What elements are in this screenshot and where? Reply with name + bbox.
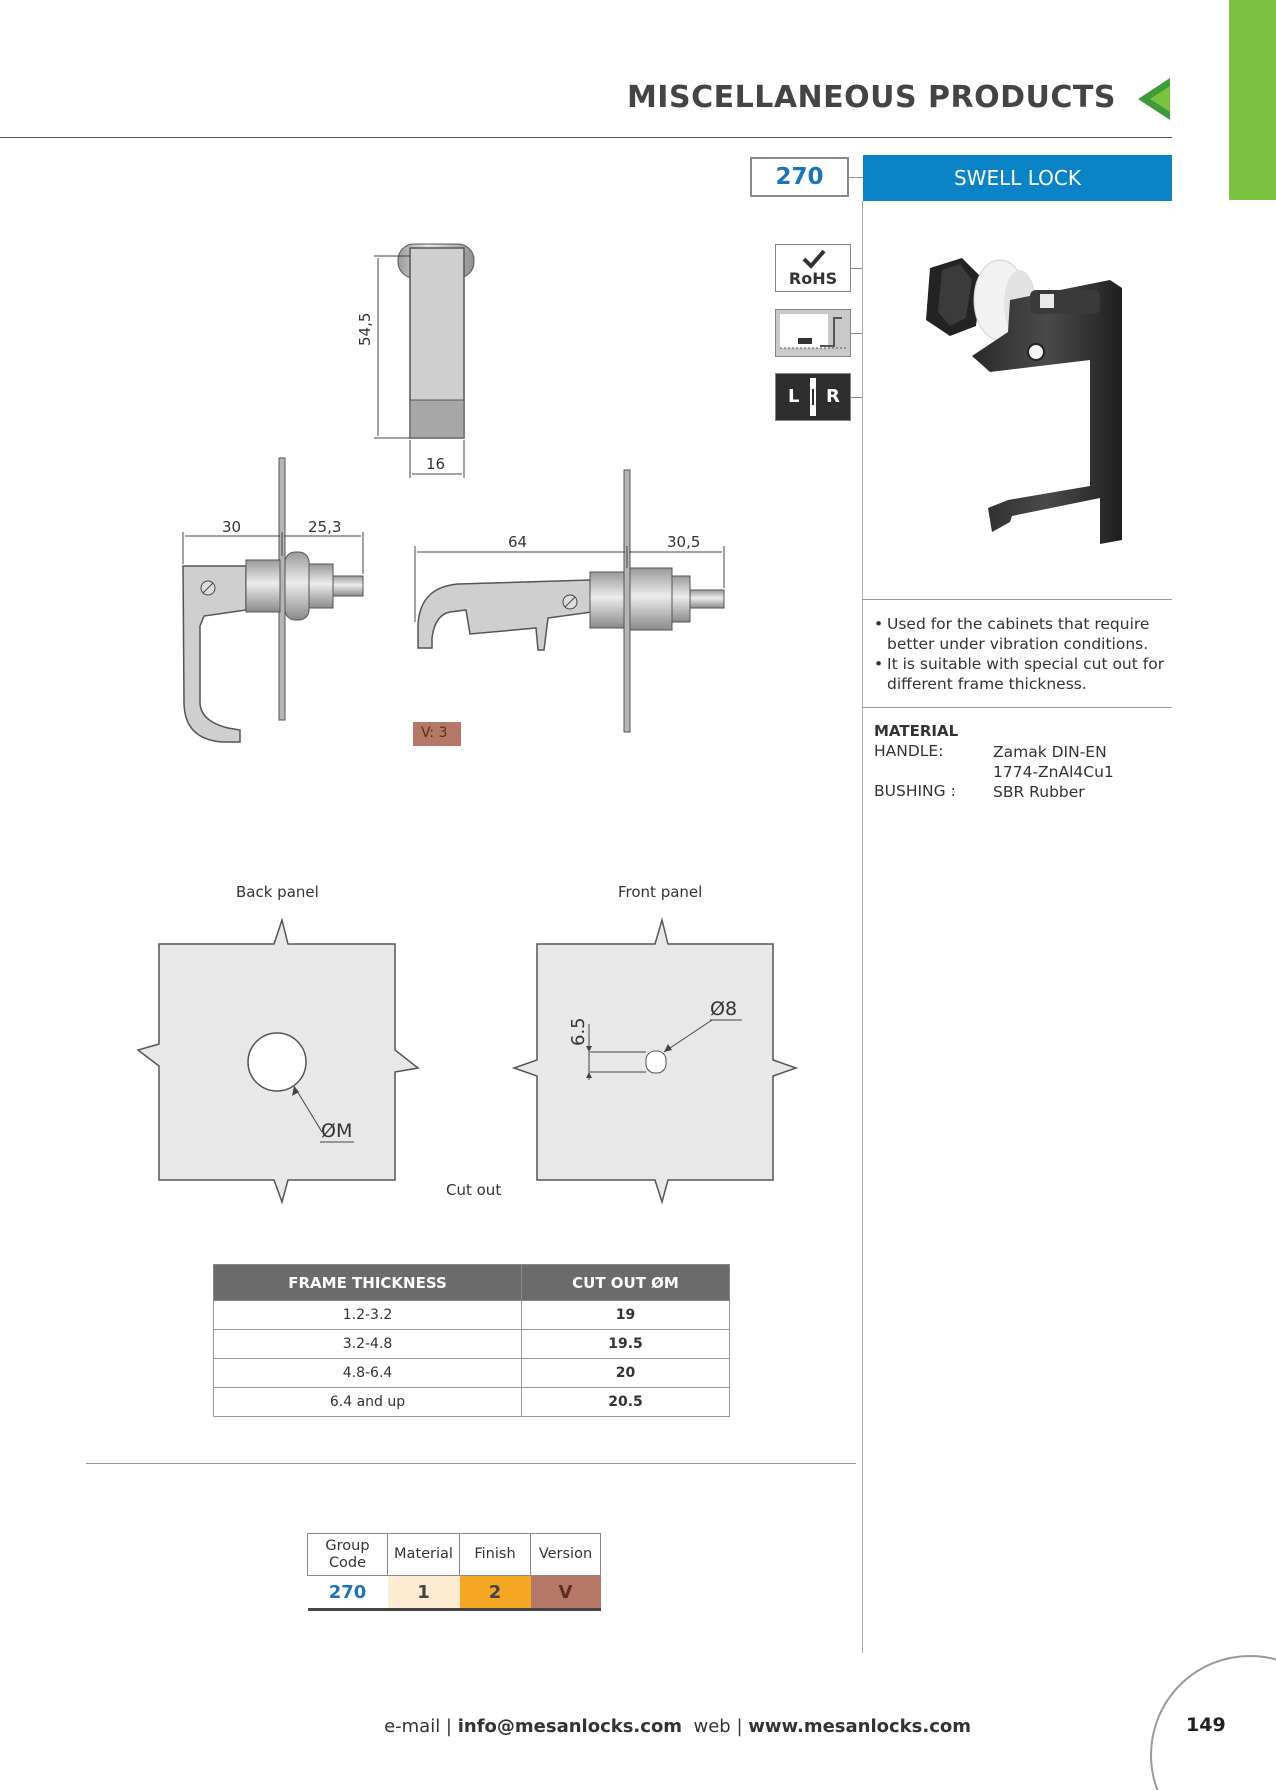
web-label: web | <box>693 1716 743 1737</box>
thickness-cell: 1.2-3.2 <box>214 1301 522 1330</box>
right-label: R <box>826 386 840 407</box>
table-row <box>214 1301 730 1330</box>
thickness-table <box>213 1264 730 1417</box>
dim-width: 16 <box>426 455 446 473</box>
material-label: BUSHING : <box>874 782 956 800</box>
separator <box>862 707 1172 708</box>
material-value-line: 1774-ZnAl4Cu1 <box>993 763 1114 781</box>
cutout-cell: 20.5 <box>522 1388 730 1417</box>
material-value <box>993 742 1114 782</box>
table-row <box>214 1388 730 1417</box>
back-panel-label: Back panel <box>236 883 319 901</box>
dia-8-label: Ø8 <box>710 998 738 1020</box>
feature-item: • Used for the cabinets that require better under vibration conditions. <box>874 614 1172 654</box>
thickness-cell: 4.8-6.4 <box>214 1359 522 1388</box>
finish-value: 2 <box>460 1576 531 1610</box>
separator <box>862 599 1172 600</box>
technical-drawing <box>0 0 860 1230</box>
section-arrow-icon <box>1136 76 1172 122</box>
version-header: Version <box>531 1534 601 1576</box>
material-header: Material <box>388 1534 460 1576</box>
cutout-cell: 19.5 <box>522 1330 730 1359</box>
dim-height: 54,5 <box>356 312 374 346</box>
order-code-table <box>307 1533 601 1611</box>
finish-header: Finish <box>460 1534 531 1576</box>
footer-contact <box>384 1716 971 1737</box>
group-code-header: Group Code <box>308 1534 388 1576</box>
dim-left-b: 25,3 <box>308 518 342 536</box>
material-value-line: Zamak DIN-EN <box>993 743 1107 761</box>
material-label: HANDLE: <box>874 742 944 760</box>
cutout-cell: 20 <box>522 1359 730 1388</box>
version-value: V <box>531 1576 601 1610</box>
feature-list <box>874 614 1172 694</box>
material-value: 1 <box>388 1576 460 1610</box>
cutout-cell: 19 <box>522 1301 730 1330</box>
feature-item: • It is suitable with special cut out for different frame thickness. <box>874 654 1172 694</box>
thickness-cell: 3.2-4.8 <box>214 1330 522 1359</box>
thickness-cell: 6.4 and up <box>214 1388 522 1417</box>
product-photo <box>900 240 1160 560</box>
separator <box>86 1463 856 1464</box>
dim-65-label: 6.5 <box>568 1017 589 1046</box>
product-name: SWELL LOCK <box>863 155 1172 201</box>
table-row <box>214 1359 730 1388</box>
front-panel-label: Front panel <box>618 883 703 901</box>
web-link[interactable]: www.mesanlocks.com <box>748 1716 971 1737</box>
group-code-value: 270 <box>308 1576 388 1610</box>
dim-left-a: 30 <box>222 518 242 536</box>
page-number: 149 <box>1186 1714 1226 1736</box>
email-label: e-mail | <box>384 1716 452 1737</box>
cutout-caption: Cut out <box>446 1181 502 1199</box>
rohs-label: RoHS <box>788 269 838 288</box>
column-divider <box>862 201 863 1653</box>
table-row <box>308 1576 601 1610</box>
product-code: 270 <box>750 157 849 197</box>
dim-right-b: 30,5 <box>667 533 701 551</box>
material-heading: MATERIAL <box>874 722 959 740</box>
cutout-header: CUT OUT ØM <box>522 1265 730 1301</box>
email-link[interactable]: info@mesanlocks.com <box>457 1716 683 1737</box>
thickness-header: FRAME THICKNESS <box>214 1265 522 1301</box>
table-row <box>214 1330 730 1359</box>
dia-m-label: ØM <box>321 1120 353 1142</box>
section-title: MISCELLANEOUS PRODUCTS <box>626 80 1116 115</box>
left-label: L <box>788 386 800 407</box>
dim-right-a: 64 <box>508 533 528 551</box>
version-tag: V: 3 <box>421 725 448 741</box>
section-color-tab <box>1229 0 1276 200</box>
material-value: SBR Rubber <box>993 783 1085 801</box>
